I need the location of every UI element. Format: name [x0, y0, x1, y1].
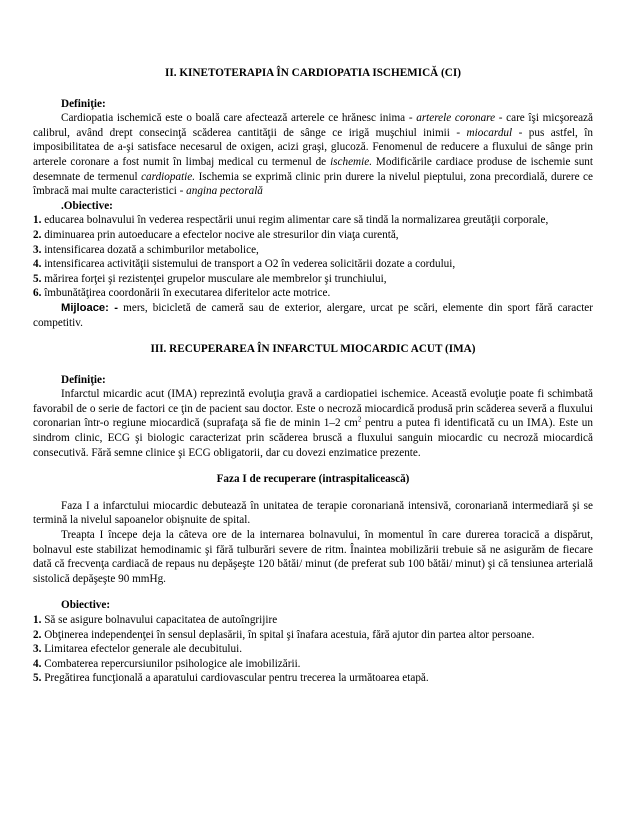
objective-number: 5. [33, 272, 42, 285]
section-2-definition-paragraph [33, 111, 593, 199]
phase-1-paragraph-1: Faza I a infarctului miocardic debutează în unitatea de terapie coronariană intensivă, coronariană intermediară şi se termină la nivelul sapoanelor obişnuite de spital. [33, 499, 593, 527]
def-italic-1: arterele coronare [416, 112, 496, 125]
objective-item [33, 613, 593, 628]
objective-number: 2. [33, 628, 42, 641]
objective-item [33, 228, 593, 243]
objective-item [33, 628, 593, 643]
def-text-1: Cardiopatia ischemică este o boală care afectează arterele ce hrănesc inima - [61, 112, 417, 125]
objective-item [33, 642, 593, 657]
objective-text: educarea bolnavului în vederea respectării unui regim alimentar care să tindă la normalizarea greutăţii corporale, [41, 214, 549, 227]
objective-item [33, 213, 593, 228]
means-label: Mijloace: - [61, 301, 119, 314]
objective-text: îmbunătăţirea coordonării în executarea diferitelor acte motrice. [41, 287, 331, 300]
objective-text: intensificarea dozată a schimburilor metabolice, [41, 243, 259, 256]
ima-def-superscript: 2 [357, 415, 362, 424]
section-2-definition-label: Definiţie: [61, 97, 106, 110]
def-text-3: - pus astfel, în imposibilitatea de a-şi satisface necesarul de oxigen, acizi graşi, glucoză. Fenomenul de reducere a fluxului de sânge prin arterele coronare a fost numit în limbaj medical cu termenul de [33, 126, 593, 168]
section-2-title: II. KINETOTERAPIA ÎN CARDIOPATIA ISCHEMICĂ (CI) [165, 67, 461, 79]
objective-number: 4. [33, 657, 42, 670]
objective-text: Limitarea efectelor generale ale decubitului. [41, 643, 243, 656]
ima-def-text-2: pentru a putea fi identificată cu un IMA). Este un sindrom clinic, ECG şi biologic caracterizat prin scăderea bruscă a fluxului sanguin miocardic cu necroză miocardică consecutivă. Fără semne clinice şi ECG obligatorii, dar cu dovezi enzimatice prezente. [33, 417, 593, 459]
section-3-definition-label: Definiţie: [61, 373, 106, 386]
def-italic-5: angina pectorală [186, 185, 263, 198]
objective-item [33, 272, 593, 287]
section-2-objectives-label: .Obiective: [61, 199, 113, 212]
means-text: mers, bicicletă de cameră sau de exterior, alergare, urcat pe scări, elemente din sport fără caracter competitiv. [33, 301, 594, 329]
objective-number: 2. [33, 228, 42, 241]
objective-text: Să se asigure bolnavului capacitatea de autoîngrijire [41, 614, 278, 626]
objective-text: intensificarea activităţii sistemului de transport a O2 în vederea solicitării dozate a cordului, [41, 258, 456, 271]
objective-text: Combaterea repercursiunilor psihologice ale imobilizării. [41, 657, 301, 670]
objective-text: diminuarea prin autoeducare a efectelor nocive ale stresurilor din viaţa curentă, [41, 228, 399, 241]
phase-1-paragraph-2: Treapta I începe deja la câteva ore de la internarea bolnavului, în momentul în care durerea toracică a dispărut, bolnavul este stabilizat hemodinamic şi fără tulburări severe de ritm. Înaintea mobilizării trebuie să ne asigurăm de fiecare dată că frecvenţa cardiacă de repaus nu depăşeşte 120 bătăi/ minut (de preferat sub 100 bătăi/ minut) şi că tensiunea arterială sistolică depăşeşte 90 mmHg. [33, 529, 593, 585]
def-text-4: Modificările cardiace produse de ischemie sunt desemnate de termenul [33, 155, 593, 183]
objective-item [33, 657, 593, 672]
objective-text: mărirea forţei şi rezistenţei grupelor musculare ale membrelor şi trunchiului, [41, 272, 387, 285]
def-italic-4: cardiopatie. [141, 170, 196, 183]
objective-item [33, 243, 593, 258]
section-2-means-paragraph [33, 301, 593, 330]
objective-number: 4. [33, 258, 42, 271]
section-3-title: III. RECUPERAREA ÎN INFARCTUL MIOCARDIC ACUT (IMA) [150, 343, 476, 356]
def-italic-2: miocardul [466, 126, 513, 139]
objective-number: 1. [33, 214, 42, 227]
objective-number: 1. [33, 614, 42, 626]
ima-def-text-1: Infarctul micardic acut (IMA) reprezintă evoluţia gravă a cardiopatiei ischemice. Această evoluţie poate fi schimbată favorabil de o serie de factori ce ţin de pacient sau doctor. Este o necroză miocardică produsă prin scăderea severă a fluxului coronarian într-o regiune miocardică (suprafaţa să fie de minin 1–2 cm [33, 388, 593, 430]
objective-text: Obţinerea independenţei în sensul deplasării, în spital şi înafara acestuia, fără ajutor din partea altor persoane. [41, 628, 535, 641]
section-3-objectives-label: Obiective: [61, 599, 111, 612]
objective-text: Pregătirea funcţională a aparatului cardiovascular pentru trecerea la următoarea etapă. [41, 672, 429, 685]
def-text-2: - care îşi micşorează calibrul, având drept consecinţă scăderea cantităţii de sânge ce irigă muşchiul inimii - [33, 112, 593, 139]
objective-number: 3. [33, 243, 42, 256]
def-text-5: Ischemia se exprimă clinic prin durere la nivelul pieptului, zona precordială, durere ce îmbracă mai multe caracteristici - [33, 170, 593, 198]
objective-item [33, 286, 593, 301]
objective-item [33, 257, 593, 272]
objective-number: 6. [33, 287, 42, 300]
section-3-definition-paragraph [33, 387, 593, 460]
phase-1-title: Faza I de recuperare (intraspitalicească) [216, 473, 410, 486]
objective-number: 5. [33, 672, 42, 685]
objective-item [33, 671, 593, 686]
objective-number: 3. [33, 643, 42, 656]
def-italic-3: ischemie. [330, 155, 372, 168]
